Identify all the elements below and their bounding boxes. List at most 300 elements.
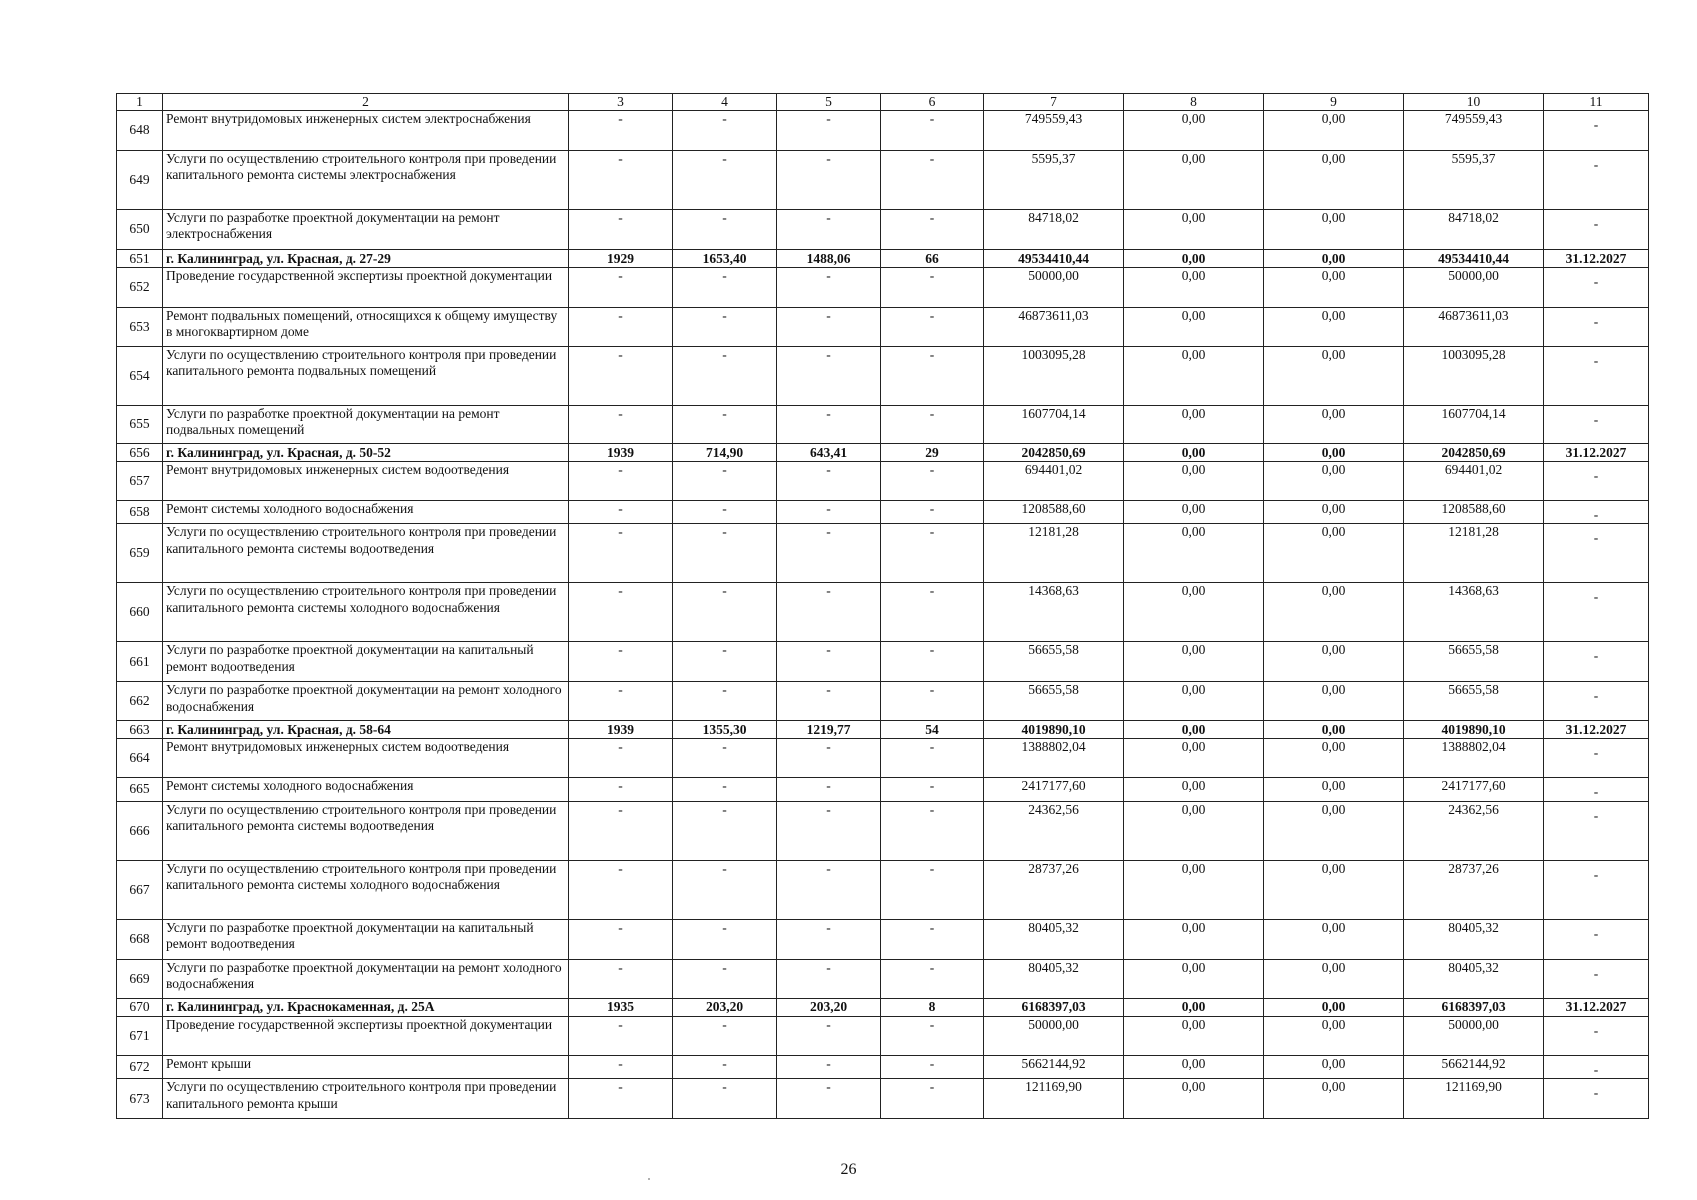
row-number: 671 (117, 1016, 163, 1055)
value-cell: - (569, 151, 673, 210)
value-cell: 1653,40 (673, 250, 777, 268)
col-header: 9 (1264, 94, 1404, 111)
value-cell: - (881, 959, 984, 998)
col-header: 8 (1124, 94, 1264, 111)
deadline-cell: - (1544, 210, 1649, 250)
value-cell: - (569, 583, 673, 642)
value-cell: 0,00 (1124, 721, 1264, 739)
col-header: 7 (984, 94, 1124, 111)
value-cell: 6168397,03 (984, 998, 1124, 1016)
deadline-cell: - (1544, 347, 1649, 406)
value-cell: 2417177,60 (1404, 778, 1544, 801)
value-cell: 66 (881, 250, 984, 268)
deadline-cell: - (1544, 642, 1649, 682)
work-description: Услуги по осуществлению строительного контроля при проведении капитального ремонта системы холодного водоснабжения (163, 860, 569, 919)
value-cell: - (881, 860, 984, 919)
row-number: 670 (117, 998, 163, 1016)
address-row (117, 444, 1649, 462)
deadline-cell: - (1544, 682, 1649, 721)
value-cell: 80405,32 (984, 919, 1124, 959)
value-cell: 0,00 (1264, 739, 1404, 778)
value-cell: - (777, 1079, 881, 1119)
value-cell: - (777, 1055, 881, 1078)
col-header: 5 (777, 94, 881, 111)
value-cell: 121169,90 (1404, 1079, 1544, 1119)
row-number: 669 (117, 959, 163, 998)
deadline-cell: 31.12.2027 (1544, 444, 1649, 462)
work-description: Ремонт внутридомовых инженерных систем электроснабжения (163, 111, 569, 151)
value-cell: 56655,58 (1404, 682, 1544, 721)
value-cell: 0,00 (1264, 682, 1404, 721)
row-number: 667 (117, 860, 163, 919)
value-cell: 0,00 (1264, 801, 1404, 860)
value-cell: - (673, 347, 777, 406)
deadline-cell: - (1544, 308, 1649, 347)
value-cell: - (673, 1016, 777, 1055)
value-cell: 0,00 (1124, 778, 1264, 801)
value-cell: 28737,26 (1404, 860, 1544, 919)
row-number: 652 (117, 268, 163, 308)
value-cell: 1935 (569, 998, 673, 1016)
deadline-cell: 31.12.2027 (1544, 721, 1649, 739)
value-cell: - (569, 860, 673, 919)
address-cell: г. Калининград, ул. Красная, д. 50-52 (163, 444, 569, 462)
value-cell: - (881, 111, 984, 151)
row-number: 659 (117, 524, 163, 583)
value-cell: - (881, 347, 984, 406)
table-row (117, 1016, 1649, 1055)
value-cell: 84718,02 (984, 210, 1124, 250)
deadline-cell: - (1544, 462, 1649, 501)
work-description: Услуги по разработке проектной документации на ремонт электроснабжения (163, 210, 569, 250)
value-cell: 0,00 (1264, 347, 1404, 406)
table-row (117, 347, 1649, 406)
value-cell: - (673, 860, 777, 919)
value-cell: 1939 (569, 444, 673, 462)
value-cell: - (777, 111, 881, 151)
value-cell: - (569, 739, 673, 778)
value-cell: - (569, 462, 673, 501)
row-number: 664 (117, 739, 163, 778)
value-cell: 49534410,44 (1404, 250, 1544, 268)
value-cell: 0,00 (1124, 919, 1264, 959)
value-cell: 49534410,44 (984, 250, 1124, 268)
value-cell: - (777, 739, 881, 778)
value-cell: 2042850,69 (1404, 444, 1544, 462)
value-cell: 0,00 (1264, 308, 1404, 347)
row-number: 657 (117, 462, 163, 501)
value-cell: - (569, 501, 673, 524)
value-cell: 0,00 (1264, 998, 1404, 1016)
value-cell: 0,00 (1124, 642, 1264, 682)
value-cell: 0,00 (1264, 721, 1404, 739)
value-cell: 80405,32 (1404, 959, 1544, 998)
value-cell: 14368,63 (1404, 583, 1544, 642)
value-cell: - (673, 210, 777, 250)
table-row (117, 583, 1649, 642)
column-number-row (117, 94, 1649, 111)
table-row (117, 210, 1649, 250)
value-cell: - (881, 739, 984, 778)
value-cell: 0,00 (1124, 347, 1264, 406)
col-header: 1 (117, 94, 163, 111)
value-cell: 0,00 (1264, 860, 1404, 919)
value-cell: - (777, 151, 881, 210)
page-number: 26 (840, 1161, 857, 1178)
value-cell: - (673, 959, 777, 998)
deadline-cell: - (1544, 801, 1649, 860)
work-description: Ремонт системы холодного водоснабжения (163, 501, 569, 524)
value-cell: 0,00 (1124, 739, 1264, 778)
row-number: 656 (117, 444, 163, 462)
table-row (117, 739, 1649, 778)
value-cell: - (881, 682, 984, 721)
table-row (117, 801, 1649, 860)
value-cell: 12181,28 (984, 524, 1124, 583)
value-cell: 6168397,03 (1404, 998, 1544, 1016)
value-cell: 1929 (569, 250, 673, 268)
value-cell: 694401,02 (1404, 462, 1544, 501)
value-cell: 0,00 (1124, 1055, 1264, 1078)
value-cell: 0,00 (1124, 1016, 1264, 1055)
row-number: 663 (117, 721, 163, 739)
value-cell: 0,00 (1124, 959, 1264, 998)
value-cell: - (569, 1055, 673, 1078)
value-cell: - (673, 501, 777, 524)
work-description: Ремонт подвальных помещений, относящихся к общему имуществу в многоквартирном доме (163, 308, 569, 347)
value-cell: - (673, 642, 777, 682)
value-cell: 0,00 (1124, 1079, 1264, 1119)
table-row (117, 151, 1649, 210)
value-cell: 0,00 (1264, 1055, 1404, 1078)
row-number: 673 (117, 1079, 163, 1119)
value-cell: 121169,90 (984, 1079, 1124, 1119)
table-row (117, 1079, 1649, 1119)
work-description: Услуги по разработке проектной документации на ремонт холодного водоснабжения (163, 959, 569, 998)
address-cell: г. Калининград, ул. Краснокаменная, д. 25А (163, 998, 569, 1016)
value-cell: 0,00 (1124, 462, 1264, 501)
value-cell: 749559,43 (984, 111, 1124, 151)
value-cell: - (673, 406, 777, 444)
work-description: Услуги по разработке проектной документации на ремонт подвальных помещений (163, 406, 569, 444)
work-description: Ремонт внутридомовых инженерных систем водоотведения (163, 739, 569, 778)
value-cell: 80405,32 (984, 959, 1124, 998)
work-description: Ремонт крыши (163, 1055, 569, 1078)
value-cell: 24362,56 (1404, 801, 1544, 860)
value-cell: 0,00 (1264, 583, 1404, 642)
table-row (117, 1055, 1649, 1078)
value-cell: 54 (881, 721, 984, 739)
row-number: 662 (117, 682, 163, 721)
value-cell: 0,00 (1264, 1079, 1404, 1119)
value-cell: 1939 (569, 721, 673, 739)
value-cell: - (777, 919, 881, 959)
address-cell: г. Калининград, ул. Красная, д. 58-64 (163, 721, 569, 739)
deadline-cell: - (1544, 1079, 1649, 1119)
work-description: Проведение государственной экспертизы проектной документации (163, 1016, 569, 1055)
value-cell: - (881, 151, 984, 210)
col-header: 10 (1404, 94, 1544, 111)
value-cell: - (777, 308, 881, 347)
value-cell: 1219,77 (777, 721, 881, 739)
deadline-cell: - (1544, 501, 1649, 524)
value-cell: - (881, 801, 984, 860)
value-cell: - (569, 347, 673, 406)
value-cell: - (777, 860, 881, 919)
value-cell: - (777, 501, 881, 524)
deadline-cell: - (1544, 1055, 1649, 1078)
work-description: Услуги по осуществлению строительного контроля при проведении капитального ремонта подвальных помещений (163, 347, 569, 406)
deadline-cell: - (1544, 151, 1649, 210)
work-description: Услуги по осуществлению строительного контроля при проведении капитального ремонта системы водоотведения (163, 524, 569, 583)
value-cell: - (777, 682, 881, 721)
row-number: 655 (117, 406, 163, 444)
value-cell: 46873611,03 (1404, 308, 1544, 347)
row-number: 651 (117, 250, 163, 268)
deadline-cell: - (1544, 959, 1649, 998)
deadline-cell: - (1544, 739, 1649, 778)
value-cell: - (777, 406, 881, 444)
value-cell: - (881, 1016, 984, 1055)
value-cell: - (777, 347, 881, 406)
value-cell: 2417177,60 (984, 778, 1124, 801)
value-cell: - (569, 210, 673, 250)
row-number: 654 (117, 347, 163, 406)
repair-program-table (116, 93, 1649, 1119)
value-cell: 0,00 (1124, 210, 1264, 250)
value-cell: - (569, 642, 673, 682)
value-cell: - (673, 919, 777, 959)
value-cell: 1208588,60 (984, 501, 1124, 524)
value-cell: 714,90 (673, 444, 777, 462)
value-cell: 46873611,03 (984, 308, 1124, 347)
value-cell: - (881, 778, 984, 801)
value-cell: 0,00 (1264, 501, 1404, 524)
value-cell: 1488,06 (777, 250, 881, 268)
address-cell: г. Калининград, ул. Красная, д. 27-29 (163, 250, 569, 268)
value-cell: - (881, 1079, 984, 1119)
value-cell: 4019890,10 (984, 721, 1124, 739)
value-cell: 0,00 (1264, 210, 1404, 250)
value-cell: 0,00 (1124, 406, 1264, 444)
value-cell: 50000,00 (984, 1016, 1124, 1055)
value-cell: 56655,58 (984, 642, 1124, 682)
value-cell: - (673, 1079, 777, 1119)
col-header: 3 (569, 94, 673, 111)
value-cell: - (777, 524, 881, 583)
scan-artifact (648, 1178, 650, 1180)
value-cell: 5595,37 (984, 151, 1124, 210)
address-row (117, 250, 1649, 268)
value-cell: 0,00 (1124, 250, 1264, 268)
value-cell: - (673, 462, 777, 501)
value-cell: - (569, 406, 673, 444)
value-cell: 5595,37 (1404, 151, 1544, 210)
work-description: Услуги по разработке проектной документации на ремонт холодного водоснабжения (163, 682, 569, 721)
table-row (117, 959, 1649, 998)
value-cell: - (777, 210, 881, 250)
row-number: 661 (117, 642, 163, 682)
value-cell: 0,00 (1264, 524, 1404, 583)
value-cell: 0,00 (1124, 998, 1264, 1016)
value-cell: 0,00 (1264, 444, 1404, 462)
value-cell: 0,00 (1124, 801, 1264, 860)
value-cell: - (881, 583, 984, 642)
value-cell: 0,00 (1264, 111, 1404, 151)
value-cell: - (673, 583, 777, 642)
table-row (117, 860, 1649, 919)
value-cell: 203,20 (673, 998, 777, 1016)
row-number: 660 (117, 583, 163, 642)
value-cell: - (569, 308, 673, 347)
value-cell: 1208588,60 (1404, 501, 1544, 524)
value-cell: - (673, 151, 777, 210)
value-cell: 1388802,04 (1404, 739, 1544, 778)
table-row (117, 642, 1649, 682)
value-cell: 0,00 (1124, 308, 1264, 347)
value-cell: 28737,26 (984, 860, 1124, 919)
value-cell: 5662144,92 (984, 1055, 1124, 1078)
address-row (117, 721, 1649, 739)
work-description: Ремонт системы холодного водоснабжения (163, 778, 569, 801)
table-row (117, 919, 1649, 959)
row-number: 648 (117, 111, 163, 151)
value-cell: - (881, 268, 984, 308)
table-row (117, 268, 1649, 308)
value-cell: 694401,02 (984, 462, 1124, 501)
table-row (117, 524, 1649, 583)
value-cell: - (777, 583, 881, 642)
value-cell: 0,00 (1264, 406, 1404, 444)
value-cell: - (673, 111, 777, 151)
row-number: 665 (117, 778, 163, 801)
value-cell: 56655,58 (1404, 642, 1544, 682)
deadline-cell: 31.12.2027 (1544, 998, 1649, 1016)
table-row (117, 462, 1649, 501)
deadline-cell: - (1544, 111, 1649, 151)
deadline-cell: 31.12.2027 (1544, 250, 1649, 268)
value-cell: - (881, 406, 984, 444)
value-cell: 24362,56 (984, 801, 1124, 860)
row-number: 668 (117, 919, 163, 959)
value-cell: 50000,00 (1404, 268, 1544, 308)
row-number: 649 (117, 151, 163, 210)
value-cell: 84718,02 (1404, 210, 1544, 250)
value-cell: - (673, 682, 777, 721)
value-cell: 0,00 (1264, 959, 1404, 998)
value-cell: 50000,00 (984, 268, 1124, 308)
deadline-cell: - (1544, 268, 1649, 308)
col-header: 4 (673, 94, 777, 111)
table-row (117, 682, 1649, 721)
value-cell: 5662144,92 (1404, 1055, 1544, 1078)
value-cell: 0,00 (1264, 1016, 1404, 1055)
value-cell: 1003095,28 (1404, 347, 1544, 406)
value-cell: 0,00 (1124, 444, 1264, 462)
work-description: Услуги по разработке проектной документации на капитальный ремонт водоотведения (163, 642, 569, 682)
value-cell: - (673, 268, 777, 308)
value-cell: - (569, 801, 673, 860)
work-description: Услуги по осуществлению строительного контроля при проведении капитального ремонта крыши (163, 1079, 569, 1119)
col-header: 2 (163, 94, 569, 111)
work-description: Ремонт внутридомовых инженерных систем водоотведения (163, 462, 569, 501)
value-cell: - (777, 642, 881, 682)
value-cell: 0,00 (1264, 250, 1404, 268)
value-cell: - (777, 801, 881, 860)
table-row (117, 111, 1649, 151)
value-cell: - (673, 524, 777, 583)
value-cell: 0,00 (1264, 462, 1404, 501)
value-cell: 0,00 (1264, 642, 1404, 682)
work-description: Проведение государственной экспертизы проектной документации (163, 268, 569, 308)
value-cell: - (777, 462, 881, 501)
value-cell: - (881, 501, 984, 524)
value-cell: - (881, 308, 984, 347)
col-header: 11 (1544, 94, 1649, 111)
value-cell: 0,00 (1264, 268, 1404, 308)
deadline-cell: - (1544, 778, 1649, 801)
value-cell: - (569, 959, 673, 998)
work-description: Услуги по осуществлению строительного контроля при проведении капитального ремонта системы водоотведения (163, 801, 569, 860)
value-cell: - (777, 268, 881, 308)
value-cell: 2042850,69 (984, 444, 1124, 462)
value-cell: 0,00 (1124, 524, 1264, 583)
value-cell: - (673, 739, 777, 778)
value-cell: - (881, 524, 984, 583)
table-row (117, 308, 1649, 347)
value-cell: 0,00 (1124, 151, 1264, 210)
document-sheet (116, 93, 1648, 1119)
work-description: Услуги по разработке проектной документации на капитальный ремонт водоотведения (163, 919, 569, 959)
value-cell: 29 (881, 444, 984, 462)
value-cell: 50000,00 (1404, 1016, 1544, 1055)
value-cell: - (777, 778, 881, 801)
table-body (117, 111, 1649, 1119)
deadline-cell: - (1544, 1016, 1649, 1055)
value-cell: - (673, 1055, 777, 1078)
value-cell: - (569, 111, 673, 151)
row-number: 672 (117, 1055, 163, 1078)
row-number: 650 (117, 210, 163, 250)
value-cell: - (881, 462, 984, 501)
value-cell: 80405,32 (1404, 919, 1544, 959)
row-number: 658 (117, 501, 163, 524)
value-cell: 0,00 (1124, 268, 1264, 308)
value-cell: 749559,43 (1404, 111, 1544, 151)
work-description: Услуги по осуществлению строительного контроля при проведении капитального ремонта системы холодного водоснабжения (163, 583, 569, 642)
value-cell: 56655,58 (984, 682, 1124, 721)
value-cell: 203,20 (777, 998, 881, 1016)
value-cell: - (569, 1079, 673, 1119)
table-row (117, 778, 1649, 801)
value-cell: - (673, 308, 777, 347)
value-cell: - (777, 959, 881, 998)
table-row (117, 406, 1649, 444)
value-cell: 14368,63 (984, 583, 1124, 642)
value-cell: - (569, 524, 673, 583)
table-row (117, 501, 1649, 524)
value-cell: 0,00 (1124, 583, 1264, 642)
deadline-cell: - (1544, 524, 1649, 583)
value-cell: 0,00 (1124, 111, 1264, 151)
value-cell: - (881, 210, 984, 250)
value-cell: 1003095,28 (984, 347, 1124, 406)
value-cell: 1607704,14 (1404, 406, 1544, 444)
value-cell: 12181,28 (1404, 524, 1544, 583)
value-cell: - (569, 682, 673, 721)
value-cell: - (569, 919, 673, 959)
address-row (117, 998, 1649, 1016)
